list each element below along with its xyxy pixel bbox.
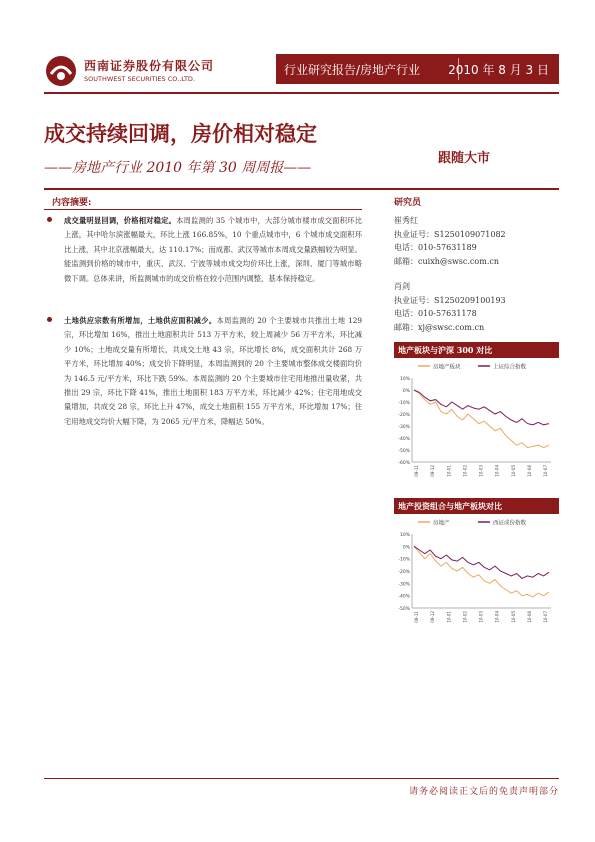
- header-divider: [44, 92, 559, 94]
- x-tick-label: 09-11: [414, 611, 419, 623]
- series-line: [414, 390, 549, 425]
- bullet-icon: [47, 217, 52, 222]
- report-date: 2010 年 8 月 3 日: [448, 63, 549, 77]
- x-tick-label: 10-07: [543, 465, 548, 477]
- summary-bullet: [44, 314, 362, 429]
- x-tick-label: 09-12: [430, 465, 436, 477]
- y-tick-label: -40%: [398, 594, 410, 600]
- y-tick-label: -50%: [398, 449, 410, 454]
- summary-bullet-lead: 成交量明显回调，价格相对稳定。: [64, 216, 177, 225]
- x-tick-label: 10-04: [494, 465, 500, 477]
- summary-bullet-text: [64, 314, 362, 429]
- analyst-phone: 电话：010-57631178: [394, 309, 477, 318]
- y-tick-label: -10%: [398, 401, 410, 406]
- series-line: [414, 390, 549, 448]
- x-tick-label: 10-02: [462, 611, 468, 623]
- y-tick-label: 10%: [399, 533, 410, 538]
- analyst-heading: 研究员: [394, 198, 422, 208]
- analyst-cert: 执业证号：S1250109071082: [394, 229, 506, 239]
- y-tick-label: 0%: [402, 545, 410, 551]
- y-tick-label: -10%: [398, 557, 410, 563]
- series-line: [414, 546, 549, 578]
- legend-label: 房地产板块: [433, 364, 461, 371]
- summary-bullet-text: [64, 214, 362, 286]
- y-tick-label: -40%: [398, 437, 410, 442]
- x-tick-label: 10-01: [446, 465, 452, 477]
- chart-title: 地产投资组合与地产板块对比: [394, 498, 559, 514]
- company-logo-icon: [44, 54, 78, 88]
- y-tick-label: -60%: [398, 461, 410, 466]
- analyst-email[interactable]: 邮箱：xj@swsc.com.cn: [394, 322, 485, 332]
- x-tick-label: 09-11: [414, 465, 419, 477]
- chart-title: 地产板块与沪深 300 对比: [394, 342, 559, 358]
- title-divider: [44, 188, 559, 190]
- analyst-email[interactable]: 邮箱：cuixh@swsc.com.cn: [394, 256, 499, 266]
- chart-plot: [394, 360, 559, 482]
- summary-bullet: [44, 214, 362, 286]
- legend-label: 房地产: [433, 520, 450, 527]
- summary-bullet-body: 本周监测的 35 个城市中，大部分城市楼市成交面积环比上涨，其中哈尔滨涨幅最大，环比上涨 166.85%，10 个重点城市中，6 个城市成交面积环比上涨，其中北京涨幅最大，达 110.17%；而成都、武汉等城市本周成交量跌幅较为明显。能监测到价格的城市中，重庆、武汉、宁波等城市成交均价环比上涨，深圳、厦门等城市略微下调。总体来讲，所监测城市的成交价格在较小范围内调整，基本保持稳定。: [64, 216, 362, 283]
- report-title: 成交持续回调，房价相对稳定: [44, 121, 317, 146]
- x-tick-label: 10-07: [543, 611, 548, 623]
- footer-disclaimer[interactable]: 请务必阅读正文后的免责声明部分: [408, 787, 559, 797]
- x-tick-label: 10-04: [494, 611, 500, 623]
- y-tick-label: -30%: [398, 582, 410, 588]
- x-tick-label: 10-05: [510, 465, 516, 477]
- summary-divider: [44, 209, 362, 210]
- x-tick-label: 10-06: [526, 465, 532, 477]
- analyst-cert: 执业证号：S1250209100193: [394, 295, 506, 305]
- summary-heading: 内容摘要:: [52, 198, 92, 208]
- investment-rating: 跟随大市: [438, 151, 491, 166]
- legend-label: 西证成份指数: [493, 520, 527, 527]
- report-category: 行业研究报告/房地产行业: [284, 63, 421, 77]
- analyst-phone: 电话：010-57631189: [394, 243, 477, 252]
- x-tick-label: 10-03: [478, 611, 484, 623]
- legend-label: 上证综合指数: [493, 364, 527, 371]
- y-tick-label: 0%: [402, 389, 410, 394]
- company-logo: [44, 52, 274, 92]
- y-tick-label: 10%: [399, 377, 410, 382]
- analyst-name: 肖剑: [394, 282, 410, 291]
- y-tick-label: -20%: [398, 413, 410, 418]
- x-tick-label: 10-02: [462, 465, 468, 477]
- x-tick-label: 10-06: [526, 611, 532, 623]
- summary-bullet-body: 本周监测的 20 个主要城市共推出土地 129 宗，环比增加 16%，推出土地面积共计 513 万平方米，较上周减少 56 万平方米，环比减少 10%；土地成交量有所增长，共成交土地 43 宗，环比增长 8%，成交面积共计 268 万平方米，环比增加 40%；成交价下降明显，本周监测到的 20 个主要城市整体成交楼面均价为 146.5 元/平方米，环比下跌 59%。本周监测的 20 个主要城市住宅用地推出量收紧，共推出 29 宗，环比下降 41%，推出土地面积 183 万平方米，环比减少 42%；住宅用地成交量增加，共成交 28 宗，环比上升 47%，成交土地面积 155 万平方米，环比增加 17%；住宅用地成交均价大幅下降，为 2065 元/平方米，降幅达 50%。: [64, 316, 362, 426]
- x-tick-label: 10-01: [446, 611, 452, 623]
- company-name-en: SOUTHWEST SECURITIES CO.,LTD.: [84, 75, 195, 83]
- header-banner: [276, 54, 559, 84]
- company-name-cn: 西南证券股份有限公司: [84, 59, 215, 73]
- report-header: [0, 44, 595, 96]
- chart-plot: [394, 516, 559, 628]
- analyst-card: [394, 214, 506, 268]
- x-tick-label: 10-03: [478, 465, 484, 477]
- y-tick-label: -50%: [398, 607, 410, 612]
- y-tick-label: -30%: [398, 425, 410, 430]
- x-tick-label: 10-05: [510, 611, 516, 623]
- bullet-icon: [47, 317, 52, 322]
- y-tick-label: -20%: [398, 570, 410, 575]
- report-subtitle: ——房地产行业 2010 年第 30 周周报——: [44, 160, 312, 176]
- footer-divider: [44, 778, 559, 779]
- summary-bullet-lead: 土地供应宗数有所增加，土地供应面积减少。: [64, 316, 217, 325]
- x-tick-label: 09-12: [430, 611, 436, 623]
- analyst-name: 崔秀红: [394, 216, 418, 225]
- analyst-card: [394, 280, 506, 334]
